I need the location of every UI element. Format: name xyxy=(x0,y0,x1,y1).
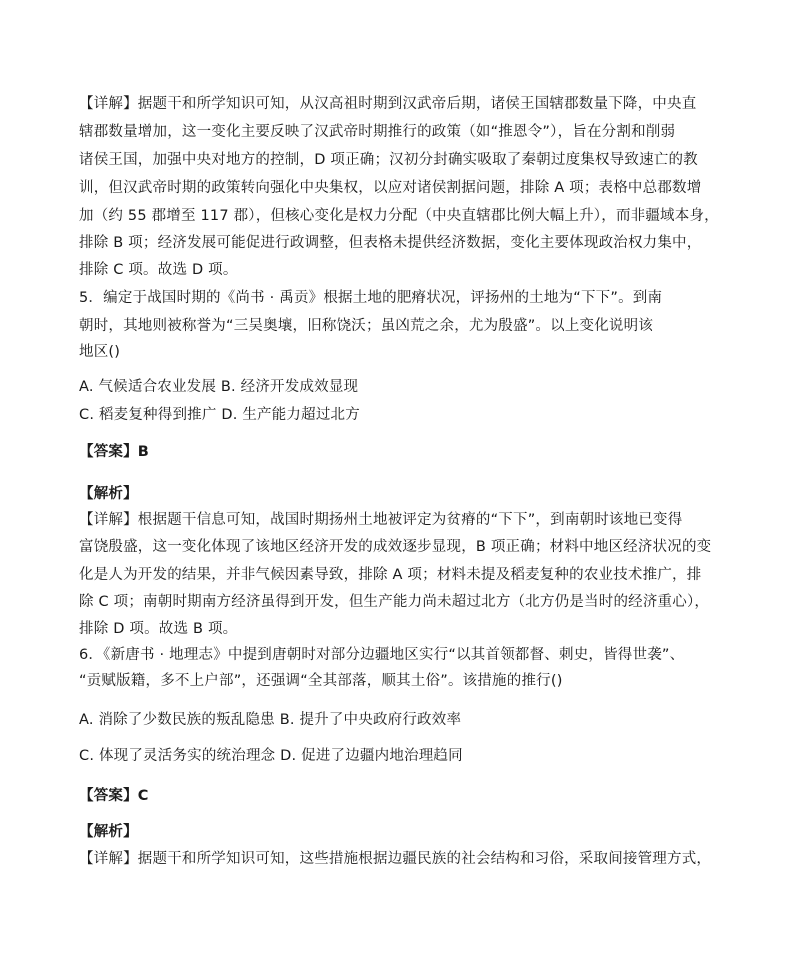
question-5-detail-line-4: 除 C 项；南朝时期南方经济虽得到开发，但生产能力尚未超过北方（北方仍是当时的经济重心）， xyxy=(79,594,710,610)
question-6-analysis-heading: 【解析】 xyxy=(79,824,138,840)
question-5-stem-line-2: 朝时，其地则被称誉为“三吴奥壤，旧称饶沃；虽凶荒之余，尤为殷盛”。以上变化说明该 xyxy=(79,318,654,334)
question-5-answer: 【答案】B xyxy=(79,444,150,460)
question-6-options-cd: C. 体现了灵活务实的统治理念 D. 促进了边疆内地治理趋同 xyxy=(79,748,463,764)
question-5-detail-line-3: 化是人为开发的结果，并非气候因素导致，排除 A 项；材料未提及稻麦复种的农业技术推广，排 xyxy=(79,567,702,583)
question-6-answer: 【答案】C xyxy=(79,788,149,804)
explanation-line-7: 排除 C 项。故选 D 项。 xyxy=(79,262,238,278)
question-6-stem-line-1: 6．《新唐书 · 地理志》中提到唐朝时对部分边疆地区实行“以其首领都督、刺史，皆得世袭”、 xyxy=(79,647,685,663)
explanation-line-2: 辖郡数量增加，这一变化主要反映了汉武帝时期推行的政策（如“推恩令”），旨在分割和削弱 xyxy=(79,124,676,140)
question-5-stem-line-3: 地区() xyxy=(79,344,121,360)
question-5-analysis-heading: 【解析】 xyxy=(79,486,138,502)
explanation-line-1: 【详解】据题干和所学知识可知，从汉高祖时期到汉武帝后期，诸侯王国辖郡数量下降，中央直 xyxy=(79,96,697,112)
question-6-detail-line-1: 【详解】据题干和所学知识可知，这些措施根据边疆民族的社会结构和习俗，采取间接管理方式， xyxy=(79,851,712,867)
question-6-stem-line-2: “贡赋版籍，多不上户部”，还强调“全其部落，顺其土俗”。该措施的推行() xyxy=(79,673,563,689)
explanation-line-6: 排除 B 项；经济发展可能促进行政调整，但表格未提供经济数据，变化主要体现政治权力集中， xyxy=(79,235,702,251)
question-5-options-ab: A. 气候适合农业发展 B. 经济开发成效显现 xyxy=(79,379,359,395)
question-5-detail-line-1: 【详解】根据题干信息可知，战国时期扬州土地被评定为贫瘠的“下下”，到南朝时该地已变得 xyxy=(79,512,683,528)
explanation-line-3: 诸侯王国，加强中央对地方的控制，D 项正确；汉初分封确实吸取了秦朝过度集权导致速亡的教 xyxy=(79,152,698,168)
question-6-options-ab: A. 消除了少数民族的叛乱隐患 B. 提升了中央政府行政效率 xyxy=(79,712,462,728)
question-5-options-cd: C. 稻麦复种得到推广 D. 生产能力超过北方 xyxy=(79,407,360,423)
question-5-detail-line-2: 富饶殷盛，这一变化体现了该地区经济开发的成效逐步显现，B 项正确；材料中地区经济状况的变 xyxy=(79,539,712,555)
explanation-line-4: 训，但汉武帝时期的政策转向强化中央集权，以应对诸侯割据问题，排除 A 项；表格中总郡数增 xyxy=(79,180,702,196)
question-5-detail-line-5: 排除 D 项。故选 B 项。 xyxy=(79,621,238,637)
question-5-stem-line-1: 5．编定于战国时期的《尚书 · 禹贡》根据土地的肥瘠状况，评扬州的土地为“下下”。到南 xyxy=(79,290,663,306)
explanation-line-5: 加（约 55 郡增至 117 郡），但核心变化是权力分配（中央直辖郡比例大幅上升），而非疆域本身， xyxy=(79,208,719,224)
